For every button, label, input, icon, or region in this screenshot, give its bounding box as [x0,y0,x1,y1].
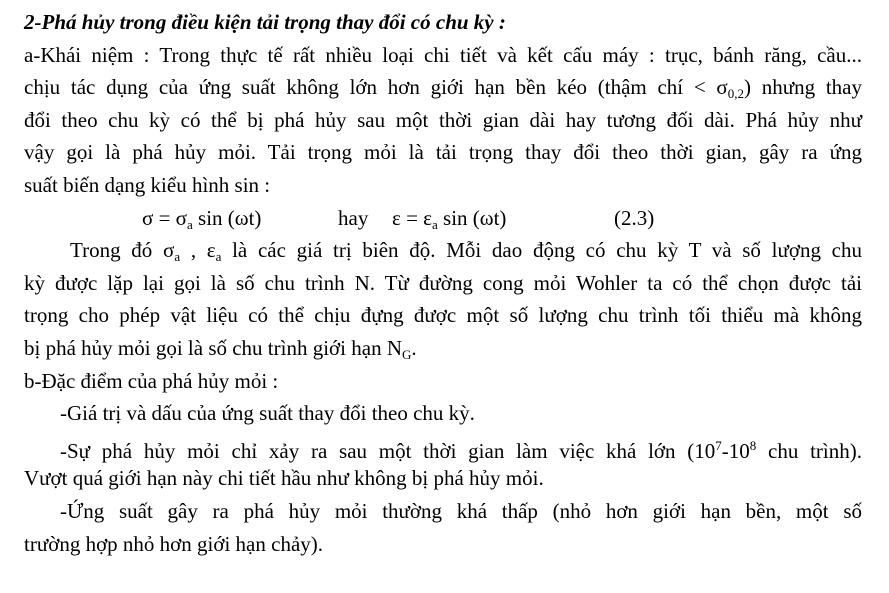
paragraph-a-line-3: đổi theo chu kỳ có thể bị phá hủy sau một thời gian dài hay tương đối dài. Phá hủy như [24,107,862,132]
section-heading: 2-Phá hủy trong điều kiện tải trọng thay đổi có chu kỳ : [24,10,506,34]
paragraph-b-line-4 [24,332,862,365]
formula-hay: hay [338,205,369,230]
paragraph-a-line-5: suất biến dạng kiểu hình sin : [24,172,271,197]
subscript: 0,2 [727,86,744,102]
formula-text: sin (ωt) [192,205,262,230]
text-segment: bị phá hủy mỏi gọi là số chu trình giới hạn N [24,335,402,360]
paragraph-a-line-1: a-Khái niệm : Trong thực tế rất nhiều loại chi tiết và kết cấu máy : trục, bánh răng, cầu... [24,42,862,67]
text-segment: chịu tác dụng của ứng suất không lớn hơn giới hạn bền kéo (thậm chí < σ [24,75,728,100]
formula-text: ε = ε [392,205,432,230]
text-segment: ) nhưng thay [744,75,862,100]
subscript: a [431,216,438,232]
formula-text: σ = σ [142,205,187,230]
subscript: a [186,216,193,232]
text-segment: chu trình). [756,438,862,463]
subscript: a [174,249,181,265]
text-segment: là các giá trị biên độ. Mỗi dao động có chu kỳ T và số lượng chu [221,238,862,263]
paragraph-a-line-2 [24,71,862,104]
text-segment: -Sự phá hủy mỏi chỉ xảy ra sau một thời gian làm việc khá lớn (10 [60,438,716,463]
text-segment: , ε [180,238,216,263]
formula-text: sin (ωt) [437,205,507,230]
text-segment: . [411,335,417,360]
bullet-2-continuation: Vượt quá giới hạn này chi tiết hầu như không bị phá hủy mỏi. [24,466,544,491]
text-segment: -10 [721,438,750,463]
bullet-3-continuation: trường hợp nhỏ hơn giới hạn chảy). [24,531,324,556]
bullet-2 [24,430,862,463]
bullet-3: -Ứng suất gây ra phá hủy mỏi thường khá thấp (nhỏ hơn giới hạn bền, một số [60,498,862,523]
equation-number: (2.3) [614,205,655,230]
document-page [24,6,862,560]
formula-sigma [142,202,261,242]
text-segment: Trong đó σ [70,238,175,263]
bullet-1: -Giá trị và dấu của ứng suất thay đổi theo chu kỳ. [60,401,475,426]
formula-line [24,202,862,235]
section-b-title: b-Đặc điểm của phá hủy mỏi : [24,368,279,393]
paragraph-b-line-2: kỳ được lặp lại gọi là số chu trình N. Từ đường cong mỏi Wohler ta có thể chọn được tải [24,270,862,295]
subscript: G [401,346,412,362]
formula-epsilon [392,202,506,242]
superscript: 7 [715,437,722,453]
paragraph-a-line-4: vậy gọi là phá hủy mỏi. Tải trọng mỏi là tải trọng thay đổi theo thời gian, gây ra ứng [24,140,862,165]
subscript: a [215,249,222,265]
superscript: 8 [749,437,757,453]
paragraph-b-line-3: trọng cho phép vật liệu có thể chịu đựng được một số lượng chu trình tối thiểu mà không [24,303,862,328]
